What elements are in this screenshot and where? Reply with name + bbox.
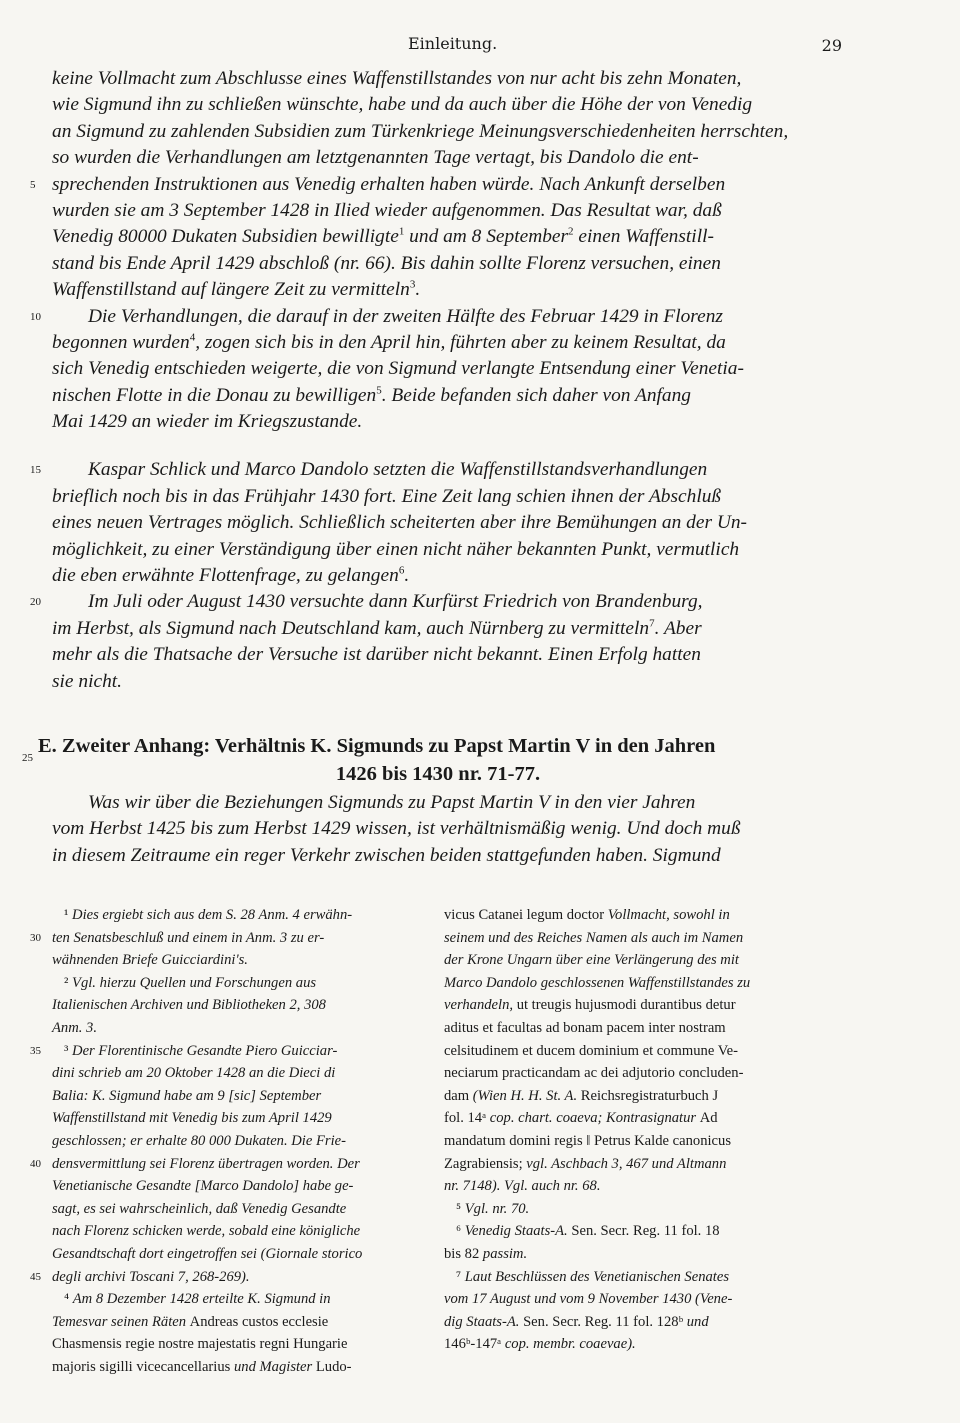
footnote-line — [444, 1040, 842, 1063]
footnote-ref: 4 — [189, 331, 196, 344]
footnote-line — [30, 927, 416, 950]
line-text: sich Venedig entschieden weigerte, die von Sigmund verlangte Entsendung einer Venetia- — [52, 358, 744, 380]
footnote-text-italic: geschlossen; er erhalte 80 000 Dukaten. Die Frie- — [52, 1132, 346, 1149]
text-line — [52, 563, 842, 589]
footnote-text-italic: Dies ergiebt sich aus dem S. 28 Anm. 4 erwähn- — [72, 907, 353, 923]
footnote-line — [444, 1017, 842, 1040]
line-number: 40 — [30, 1157, 41, 1170]
footnote-ref: 5 — [376, 384, 382, 397]
footnote-text-italic: degli archivi Toscani 7, 268-269). — [52, 1268, 250, 1285]
footnote-line — [444, 1288, 842, 1311]
footnote-text: Sen. Secr. Reg. 11 fol. 128ᵇ — [523, 1313, 687, 1330]
text-line — [30, 172, 842, 198]
text-line — [52, 642, 842, 668]
section-heading-line-2: 1426 bis 1430 nr. 71-77. — [335, 763, 541, 785]
text-line — [52, 616, 842, 642]
footnote-text-italic: sagt, es sei wahrscheinlich, daß Venedig Gesandte — [52, 1200, 347, 1217]
text-line — [52, 843, 842, 869]
footnote-text-italic: Waffenstillstand mit Venedig bis zum April 1429 — [52, 1110, 332, 1127]
line-number: 35 — [30, 1044, 41, 1057]
footnote-line — [444, 927, 842, 950]
footnote-text-italic: Venetianische Gesandte [Marco Dandolo] habe ge- — [52, 1178, 354, 1195]
footnote-text: neciarum practicandam ac dei adjutorio concluden- — [444, 1065, 744, 1082]
footnote-line — [52, 1333, 416, 1356]
text-line — [52, 145, 842, 171]
footnote-text-italic: vgl. Aschbach 3, 467 und Altmann — [526, 1155, 727, 1172]
line-text: stand bis Ende April 1429 abschloß (nr. 66). Bis dahin sollte Florenz versuchen, einen — [52, 252, 721, 274]
footnote-line — [444, 1266, 842, 1289]
footnote-text-italic: vom 17 August und vom 9 November 1430 (Vene- — [444, 1291, 733, 1308]
line-text: vom Herbst 1425 bis zum Herbst 1429 wissen, ist verhältnismäßig wenig. Und doch muß — [52, 818, 741, 840]
footnote-line — [444, 1198, 842, 1221]
text-line — [30, 304, 842, 330]
line-number: 10 — [30, 310, 41, 323]
footnote-line — [52, 904, 416, 927]
line-number: 20 — [30, 596, 41, 609]
footnote-text-italic: nach Florenz schicken werde, sobald eine königliche — [52, 1223, 361, 1240]
footnote-text: ⁶ — [456, 1223, 465, 1240]
line-text: nischen Flotte in die Donau zu bewilligen — [52, 384, 377, 406]
footnote-line — [444, 1220, 842, 1243]
footnote-text: ⁴ — [64, 1291, 73, 1308]
footnote-text-italic: der Krone Ungarn über eine Verlängerung des mit — [444, 952, 739, 969]
footnote-ref: 7 — [649, 617, 655, 630]
footnote-text-italic: Temesvar seinen Räten — [52, 1313, 190, 1330]
footnote-text-italic: Anm. 3. — [52, 1019, 97, 1036]
footnote-ref: 3 — [409, 278, 416, 291]
line-text: und am 8 September — [404, 226, 569, 248]
line-text: einen Waffenstill- — [573, 226, 714, 248]
footnote-text-italic: Am 8 Dezember 1428 erteilte K. Sigmund in — [72, 1291, 331, 1308]
footnote-line — [52, 1311, 416, 1334]
footnote-line — [52, 1130, 416, 1153]
line-number: 15 — [30, 464, 41, 477]
footnote-text: Ad — [699, 1110, 718, 1127]
footnote-line — [52, 1017, 416, 1040]
footnote-text-italic: seinem und des Reiches Namen als auch im Namen — [444, 929, 744, 946]
footnotes-right-column — [444, 904, 842, 1356]
footnote-text-italic: Vollmacht, sowohl in — [607, 907, 730, 923]
footnote-text: Reichsregistraturbuch J — [580, 1087, 719, 1104]
text-line — [52, 198, 842, 224]
text-line — [52, 510, 842, 536]
line-text: Waffenstillstand auf längere Zeit zu vermitteln — [52, 279, 410, 301]
footnote-text: ¹ — [64, 907, 73, 923]
running-title: Einleitung. — [408, 34, 498, 53]
footnote-text-italic: Vgl. hierzu Quellen und Forschungen aus — [72, 974, 317, 991]
footnote-line — [52, 1085, 416, 1108]
footnote-text: bis 82 — [444, 1245, 483, 1262]
footnote-text-italic: ten Senatsbeschluß und einem in Anm. 3 zu er- — [52, 929, 325, 946]
line-number: 30 — [30, 931, 41, 944]
line-text: brieflich noch bis in das Frühjahr 1430 fort. Eine Zeit lang schien ihnen der Abschluß — [52, 485, 722, 507]
footnote-text: majoris sigilli vicecancellarius — [52, 1358, 234, 1375]
line-text: eines neuen Vertrages möglich. Schließlich scheiterten aber ihre Bemühungen an der Un- — [52, 512, 748, 534]
line-text: mehr als die Thatsache der Versuche ist darüber nicht bekannt. Einen Erfolg hatten — [52, 644, 701, 666]
footnote-line — [444, 1130, 842, 1153]
footnote-line — [444, 949, 842, 972]
line-text: Mai 1429 an wieder im Kriegszustande. — [52, 411, 363, 433]
line-text: wie Sigmund ihn zu schließen wünschte, habe und da auch über die Höhe der von Venedig — [52, 94, 753, 116]
footnote-ref: 2 — [568, 225, 574, 238]
text-line — [52, 330, 842, 356]
text-line — [52, 119, 842, 145]
footnote-text: Sen. Secr. Reg. 11 fol. 18 — [571, 1223, 720, 1240]
footnote-line — [52, 1062, 416, 1085]
footnote-text-italic: Balia: K. Sigmund habe am 9 [sic] September — [52, 1087, 322, 1104]
footnote-line — [444, 1085, 842, 1108]
footnote-text: ⁷ — [456, 1268, 465, 1285]
line-text: sie nicht. — [52, 670, 123, 692]
footnote-line — [444, 1153, 842, 1176]
footnote-text: ² — [64, 974, 73, 991]
footnote-text-italic: verhandeln, — [444, 997, 517, 1014]
footnote-text: Andreas custos ecclesie — [189, 1313, 329, 1330]
footnote-text-italic: Italienischen Archiven und Bibliotheken 2, 308 — [52, 997, 326, 1014]
footnote-text-italic: densvermittlung sei Florenz übertragen worden. Der — [52, 1155, 360, 1172]
footnote-text: ut treugis hujusmodi durantibus detur — [516, 997, 736, 1014]
footnote-text: vicus Catanei legum doctor — [444, 907, 608, 923]
footnote-text: Chasmensis regie nostre majestatis regni Hungarie — [52, 1336, 348, 1353]
line-text: begonnen wurden — [52, 331, 190, 353]
line-number: 25 — [22, 752, 33, 764]
line-text: . — [404, 565, 410, 587]
section-heading — [22, 732, 838, 788]
line-text: . Aber — [654, 617, 702, 639]
text-line — [52, 816, 842, 842]
main-text — [30, 66, 842, 695]
footnote-line — [444, 1107, 842, 1130]
line-text: im Herbst, als Sigmund nach Deutschland kam, auch Nürnberg zu vermitteln — [52, 617, 650, 639]
footnote-ref: 1 — [398, 225, 405, 238]
footnote-text-italic: passim. — [482, 1245, 528, 1262]
line-number: 5 — [30, 178, 36, 191]
footnote-text-italic: Laut Beschlüssen des Venetianischen Senates — [464, 1268, 730, 1285]
footnote-line — [444, 904, 842, 927]
footnote-text-italic: cop. membr. coaevae). — [504, 1336, 636, 1353]
line-text: . Beide befanden sich daher von Anfang — [381, 384, 692, 406]
text-line — [52, 669, 842, 695]
footnote-text-italic: und — [686, 1313, 709, 1330]
footnote-text: Zagrabiensis; — [444, 1155, 527, 1172]
footnote-text: aditus et facultas ad bonam pacem inter nostram — [444, 1019, 726, 1036]
footnote-text-italic: (Wien H. H. St. A. — [472, 1087, 581, 1104]
footnote-line — [52, 1220, 416, 1243]
text-line — [52, 251, 842, 277]
text-line — [52, 224, 842, 250]
footnote-line — [52, 1107, 416, 1130]
text-line — [52, 277, 842, 303]
text-line — [52, 383, 842, 409]
line-text: Im Juli oder August 1430 versuchte dann Kurfürst Friedrich von Brandenburg, — [88, 591, 703, 613]
line-text: Die Verhandlungen, die darauf in der zweiten Hälfte des Februar 1429 in Florenz — [88, 305, 723, 327]
line-text: Kaspar Schlick und Marco Dandolo setzten die Waffenstillstandsverhandlungen — [88, 459, 708, 481]
text-line — [52, 537, 842, 563]
footnote-text-italic: nr. 7148). Vgl. auch nr. 68. — [444, 1178, 601, 1195]
footnote-line — [30, 1040, 416, 1063]
footnote-line — [52, 1198, 416, 1221]
footnote-text: dam — [444, 1087, 473, 1104]
footnote-line — [444, 1333, 842, 1356]
footnote-line — [30, 1153, 416, 1176]
footnote-text: fol. 14ᵃ — [444, 1110, 490, 1127]
footnote-text-italic: dini schrieb am 20 Oktober 1428 an die Dieci di — [52, 1065, 336, 1082]
footnote-text-italic: Marco Dandolo geschlossenen Waffenstillstandes zu — [444, 974, 751, 991]
line-text: , zogen sich bis in den April hin, führten aber zu keinem Resultat, da — [195, 331, 726, 353]
section-heading-line-1: E. Zweiter Anhang: Verhältnis K. Sigmunds zu Papst Martin V in den Jahren — [38, 735, 716, 757]
footnote-text-italic: Gesandtschaft dort eingetroffen sei (Giornale storico — [52, 1245, 363, 1262]
footnote-text: ³ — [64, 1042, 73, 1059]
line-text: Was wir über die Beziehungen Sigmunds zu Papst Martin V in den vier Jahren — [88, 792, 696, 813]
line-text: wurden sie am 3 September 1428 in Ilied wieder aufgenommen. Das Resultat war, daß — [52, 199, 722, 221]
page-number: 29 — [821, 36, 842, 55]
footnotes-left-column — [30, 904, 416, 1378]
footnote-text-italic: dig Staats-A. — [444, 1313, 524, 1330]
page-header — [0, 34, 960, 58]
footnote-ref: 6 — [398, 564, 405, 577]
line-text: keine Vollmacht zum Abschlusse eines Waffenstillstandes von nur acht bis zehn Monaten, — [52, 68, 742, 89]
text-line — [30, 589, 842, 615]
section-text — [52, 790, 842, 869]
line-text: so wurden die Verhandlungen am letztgenannten Tage vertagt, bis Dandolo die ent- — [52, 147, 699, 169]
footnote-text-italic: cop. chart. coaeva; Kontrasignatur — [489, 1110, 700, 1127]
footnote-line — [444, 1243, 842, 1266]
text-line — [52, 66, 842, 92]
footnote-line — [444, 1311, 842, 1334]
footnote-text: mandatum domini regis ‖ Petrus Kalde canonicus — [444, 1132, 731, 1149]
footnote-text-italic: Venedig Staats-A. — [464, 1223, 572, 1240]
footnote-text: ⁵ — [456, 1200, 465, 1217]
line-text: an Sigmund zu zahlenden Subsidien zum Türkenkriege Meinungsverschiedenheiten herrschten, — [52, 120, 789, 142]
text-line — [52, 409, 842, 435]
footnote-line — [444, 972, 842, 995]
line-text: . — [415, 279, 421, 301]
footnote-line — [52, 1243, 416, 1266]
text-line — [52, 790, 842, 816]
text-line — [52, 484, 842, 510]
footnote-line — [444, 994, 842, 1017]
footnote-text: Ludo- — [315, 1358, 352, 1375]
line-text: Venedig 80000 Dukaten Subsidien bewilligte — [52, 226, 399, 248]
line-text: möglichkeit, zu einer Verständigung über einen nicht näher bekannten Punkt, vermutlich — [52, 538, 740, 560]
text-line — [52, 92, 842, 118]
footnote-line — [52, 1356, 416, 1379]
footnote-line — [52, 972, 416, 995]
line-text: sprechenden Instruktionen aus Venedig erhalten haben würde. Nach Ankunft derselben — [52, 173, 726, 195]
paragraph-gap — [52, 435, 842, 457]
footnote-text: celsitudinem et ducem dominium et commune Ve- — [444, 1042, 738, 1059]
footnote-line — [52, 1175, 416, 1198]
text-line — [30, 457, 842, 483]
footnote-line — [52, 949, 416, 972]
footnote-line — [30, 1266, 416, 1289]
footnote-line — [444, 1062, 842, 1085]
text-line — [52, 356, 842, 382]
footnote-text-italic: Der Florentinische Gesandte Piero Guicciar- — [72, 1042, 338, 1059]
footnote-text-italic: Vgl. nr. 70. — [464, 1200, 530, 1217]
line-text: in diesem Zeitraume ein reger Verkehr zwischen beiden stattgefunden haben. Sigmund — [52, 844, 721, 866]
footnote-text-italic: wähnenden Briefe Guicciardini's. — [52, 952, 248, 969]
footnote-line — [52, 994, 416, 1017]
footnote-text-italic: und Magister — [233, 1358, 316, 1375]
line-number: 45 — [30, 1270, 41, 1283]
footnote-line — [444, 1175, 842, 1198]
line-text: die eben erwähnte Flottenfrage, zu gelangen — [52, 565, 399, 587]
footnote-text: 146ᵇ-147ᵃ — [444, 1336, 505, 1353]
footnote-line — [52, 1288, 416, 1311]
